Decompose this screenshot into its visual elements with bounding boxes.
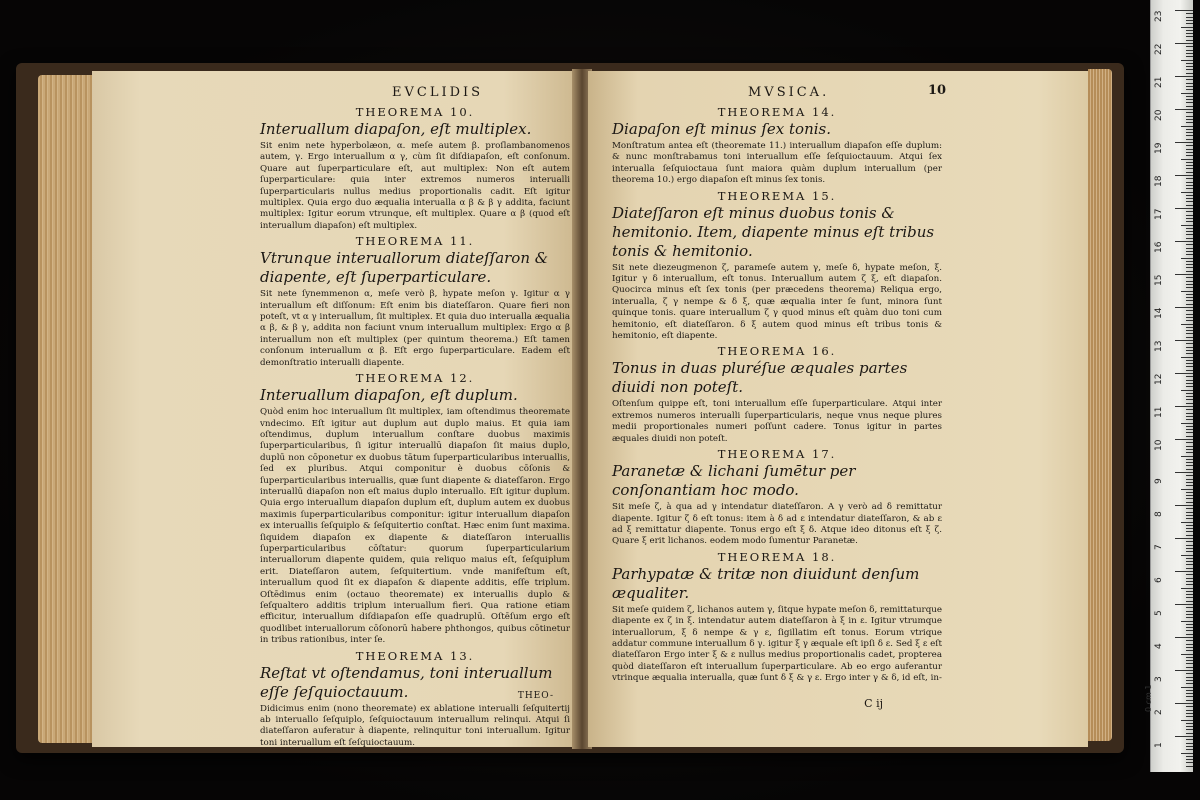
ruler-tick xyxy=(1186,330,1193,331)
ruler-number: 21 xyxy=(1154,76,1164,88)
ruler-tick xyxy=(1186,314,1193,315)
ruler-tick xyxy=(1181,126,1193,127)
ruler-tick xyxy=(1186,663,1193,664)
ruler-tick xyxy=(1181,753,1193,754)
right-text-column xyxy=(612,103,942,687)
ruler-tick xyxy=(1186,86,1193,87)
theorem-heading: THEOREMA 18. xyxy=(717,549,837,564)
ruler-tick xyxy=(1186,558,1193,559)
ruler-number: 17 xyxy=(1154,208,1164,220)
ruler-tick xyxy=(1186,347,1193,348)
ruler-tick xyxy=(1186,366,1193,367)
ruler-number: 4 xyxy=(1154,643,1164,649)
ruler-tick xyxy=(1175,637,1193,638)
ruler-tick xyxy=(1186,380,1193,381)
ruler-tick xyxy=(1186,264,1193,265)
ruler-number: 3 xyxy=(1154,676,1164,682)
ruler-tick xyxy=(1186,99,1193,100)
ruler-number: 2 xyxy=(1154,709,1164,715)
ruler-tick xyxy=(1186,614,1193,615)
ruler-tick xyxy=(1186,462,1193,463)
ruler-tick xyxy=(1186,165,1193,166)
ruler-tick xyxy=(1186,419,1193,420)
ruler-tick xyxy=(1186,469,1193,470)
ruler-tick xyxy=(1186,436,1193,437)
left-text-column xyxy=(260,103,570,747)
ruler-tick xyxy=(1186,482,1193,483)
ruler-tick xyxy=(1186,96,1193,97)
ruler-tick xyxy=(1175,670,1193,671)
ruler-tick xyxy=(1186,122,1193,123)
ruler-tick xyxy=(1175,175,1193,176)
ruler-tick xyxy=(1186,251,1193,252)
ruler-tick xyxy=(1181,192,1193,193)
demonstration-text: Monſtratum antea eſt (theoremate 11.) interuallum diapaſon eſſe duplum: & nunc monſtrabamus toni interuallum eſſe ſeſquioctauum. Atqui ſex interualla ſeſquioctaua ſunt maiora quàm duplum interuallum (per theorema 10.) ergo diapaſon eſt minus ſex tonis. xyxy=(612,141,942,186)
ruler-tick xyxy=(1186,647,1193,648)
ruler-number: 22 xyxy=(1154,43,1164,55)
ruler-tick xyxy=(1181,456,1193,457)
ruler-tick xyxy=(1186,541,1193,542)
ruler-tick xyxy=(1186,611,1193,612)
ruler-tick xyxy=(1175,340,1193,341)
ruler-tick xyxy=(1186,706,1193,707)
ruler-tick xyxy=(1186,23,1193,24)
ruler-tick xyxy=(1186,254,1193,255)
ruler-tick xyxy=(1186,413,1193,414)
ruler-tick xyxy=(1186,231,1193,232)
ruler-tick xyxy=(1175,505,1193,506)
ruler-tick xyxy=(1186,221,1193,222)
ruler-tick xyxy=(1181,324,1193,325)
ruler-tick xyxy=(1186,426,1193,427)
ruler-tick xyxy=(1175,307,1193,308)
ruler-tick xyxy=(1186,46,1193,47)
ruler-tick xyxy=(1186,281,1193,282)
ruler-tick xyxy=(1186,548,1193,549)
ruler-tick xyxy=(1186,17,1193,18)
ruler-tick xyxy=(1186,182,1193,183)
ruler-tick xyxy=(1186,277,1193,278)
ruler-tick xyxy=(1175,439,1193,440)
ruler-tick xyxy=(1175,274,1193,275)
demonstration-text: Sit meſe quidem ζ, lichanos autem γ, ſitque hypate meſon δ, remittaturque diapente ex ζ in ξ. intendatur autem diateſſaron à ξ in ε. Igitur vtrumque interuallorum, ξ δ nempe & γ ε, ſigillatim eſt tonus. Eorum vtrique addatur commune interuallum δ γ. igitur ξ γ æquale eſt ipſi δ ε. Sed ξ ε eſt diateſſaron Ergo inter ξ & ε nullus medius proportionalis cadet, propterea quòd diateſſaron eſt interuallum ſuperparticulare. Ab eo ergo auferantur vtrinque æqualia interualla, quæ ſunt δ ξ & γ ε. Ergo inter γ & δ, id eſt, in- xyxy=(612,604,942,684)
proposition-statement: Diapaſon eſt minus ſex tonis. xyxy=(612,120,831,138)
ruler-number: 5 xyxy=(1154,610,1164,616)
ruler-tick xyxy=(1186,551,1193,552)
measurement-ruler xyxy=(1144,0,1193,772)
left-page xyxy=(92,71,576,747)
ruler-number: 13 xyxy=(1154,340,1164,352)
ruler-tick xyxy=(1186,132,1193,133)
ruler-tick xyxy=(1175,76,1193,77)
ruler-number: 23 xyxy=(1154,10,1164,22)
ruler-tick xyxy=(1186,409,1193,410)
theorem-heading: THEOREMA 16. xyxy=(717,344,837,359)
ruler-tick xyxy=(1186,690,1193,691)
ruler-tick xyxy=(1186,479,1193,480)
proposition-statement: Paranetæ & lichani ſumētur per conſonantiam hoc modo. xyxy=(612,462,856,500)
ruler-number: 18 xyxy=(1154,175,1164,187)
ruler-number: 15 xyxy=(1154,274,1164,286)
ruler-tick xyxy=(1186,102,1193,103)
ruler-tick xyxy=(1181,258,1193,259)
demonstration-text: Sit nete diezeugmenon ζ, parameſe autem γ, meſe δ, hypate meſon, ξ. Igitur γ δ interuallum, eſt tonus. Interuallum autem ζ ξ, eſt diapaſon. Quocirca minus eſt ſex tonis (per præcedens theorema) Reliqua ergo, interualla, ζ γ nempe & δ ξ, quæ æqualia inter ſe ſunt, minora ſunt quinque tonis. quare interuallum ζ γ quod minus eſt quàm duo toni cum hemitonio, eſt diateſſaron. δ ξ autem quod minus eſt tribus tonis & hemitonio, eſt diapente. xyxy=(612,262,942,342)
ruler-tick xyxy=(1181,621,1193,622)
ruler-tick xyxy=(1186,578,1193,579)
ruler-tick xyxy=(1186,746,1193,747)
ruler-number: 12 xyxy=(1154,373,1164,385)
theorem-heading: THEOREMA 11. xyxy=(355,234,475,249)
ruler-tick xyxy=(1186,13,1193,14)
open-book xyxy=(16,57,1124,757)
ruler-tick xyxy=(1186,284,1193,285)
ruler-tick xyxy=(1186,683,1193,684)
ruler-tick xyxy=(1186,300,1193,301)
ruler-tick xyxy=(1186,294,1193,295)
right-fore-edge xyxy=(1088,69,1112,741)
ruler-tick xyxy=(1181,357,1193,358)
ruler-tick xyxy=(1175,109,1193,110)
proposition-statement: Tonus in duas pluréſue æquales partes diuidi non poteſt. xyxy=(612,359,908,397)
ruler-tick xyxy=(1186,607,1193,608)
ruler-tick xyxy=(1186,320,1193,321)
ruler-tick xyxy=(1186,20,1193,21)
ruler-tick xyxy=(1186,50,1193,51)
ruler-tick xyxy=(1186,677,1193,678)
ruler-tick xyxy=(1186,172,1193,173)
ruler-tick xyxy=(1186,79,1193,80)
ruler-tick xyxy=(1181,225,1193,226)
theorem-heading: THEOREMA 13. xyxy=(355,648,475,663)
ruler-tick xyxy=(1181,159,1193,160)
ruler-tick xyxy=(1186,512,1193,513)
ruler-tick xyxy=(1186,492,1193,493)
ruler-tick xyxy=(1186,485,1193,486)
ruler-tick xyxy=(1186,139,1193,140)
ruler-tick xyxy=(1186,304,1193,305)
ruler-tick xyxy=(1186,716,1193,717)
ruler-tick xyxy=(1186,673,1193,674)
ruler-tick xyxy=(1186,149,1193,150)
ruler-tick xyxy=(1186,508,1193,509)
ruler-tick xyxy=(1186,696,1193,697)
ruler-tick xyxy=(1186,449,1193,450)
ruler-tick xyxy=(1186,267,1193,268)
ruler-tick xyxy=(1175,538,1193,539)
ruler-tick xyxy=(1186,594,1193,595)
ruler-tick xyxy=(1181,291,1193,292)
ruler-tick xyxy=(1181,687,1193,688)
ruler-number: 1 xyxy=(1154,742,1164,748)
ruler-tick xyxy=(1175,571,1193,572)
ruler-tick xyxy=(1186,33,1193,34)
ruler-tick xyxy=(1186,660,1193,661)
ruler-tick xyxy=(1186,215,1193,216)
ruler-tick xyxy=(1186,36,1193,37)
ruler-tick xyxy=(1186,376,1193,377)
ruler-tick xyxy=(1186,178,1193,179)
ruler-tick xyxy=(1186,403,1193,404)
ruler-tick xyxy=(1186,310,1193,311)
ruler-tick xyxy=(1186,713,1193,714)
ruler-tick xyxy=(1186,185,1193,186)
ruler-tick xyxy=(1186,564,1193,565)
ruler-tick xyxy=(1186,112,1193,113)
ruler-number: 11 xyxy=(1154,406,1164,418)
demonstration-text: Sit enim nete hyperbolæon, α. meſe autem β. proſlambanomenos autem, γ. Ergo interuallum α γ, cùm ſit diſdiapaſon, eſt conſonum. Quare aut ſuperparticulare eſt, aut multiplex: Non eſt autem ſuperparticulare: quia inter extremos numeros interualli ſuperparticularis nullus medius proportionalis cadit. Eſt igitur multiplex. Quia ergo duo æqualia interualla α β & β γ addita, faciunt multiplex: Igitur eorum vtrunque, eſt multiplex. Quare α β (quod eſt interuallum diapaſon) eſt multiplex. xyxy=(260,141,570,231)
ruler-tick xyxy=(1186,498,1193,499)
demonstration-text: Quòd enim hoc interuallum ſit multiplex, iam oſtendimus theoremate vndecimo. Eſt igitur aut duplum aut duplo maius. Et quia iam oſtendimus, duplum interuallum conſtare duobus maximis ſuperparticularibus, ſi igitur interuallū diapaſon ſit maius duplo, duplū non cōponetur ex duobus tātum ſuperparticularibus interuallis, ſed ex pluribus. Atqui componitur è duobus cōſonis & ſuperparticularibus interuallis, quæ ſunt diapente & diateſſaron. Ergo interuallū diapaſon non eſt maius duplo interuallo. Eſt igitur duplum. Quia ergo interuallum diapaſon duplum eſt, duplum autem ex duobus maximis ſuperparticularibus componitur: igitur interuallum diapaſon ex interuallis ſeſquiplo & ſeſquitertio conſtat. Hæc enim ſunt maxima. ſiquidem diapaſon ex diapente & diateſſaron interuallis ſuperparticularibus cōſtatur: quorum ſuperparticularium interuallorum diapente quidem, quia reliquo maius eſt, ſeſquiplum erit. Diateſſaron autem, ſeſquitertium. vnde manifeſtum eſt, interuallum quod ſit ex diapaſon & diapente additis, eſſe triplum. Oſtēdimus enim (octauo theoremate) ex interuallis duplo & ſeſqualtero additis triplum interuallum fieri. Qua ratione etiam efficitur, interuallum diſdiapaſon eſſe quadruplū. Oſtēſum ergo eſt quodlibet interuallorum cōſonorū habere phthongos, quibus cōtinetur in tribus rationibus, inter ſe. xyxy=(260,407,570,646)
signature-mark: C ij xyxy=(864,697,883,710)
ruler-tick xyxy=(1186,729,1193,730)
ruler-tick xyxy=(1186,119,1193,120)
ruler-tick xyxy=(1175,406,1193,407)
running-head-left: EVCLIDIS xyxy=(392,85,484,100)
demonstration-text: Sit nete ſynemmenon α, meſe verò β, hypate meſon γ. Igitur α γ interuallum eſt diſſonum: Eſt enim bis diateſſaron. Quare fieri non poteſt, vt α γ interuallum, ſit multiplex. Et quia duo interualla æqualia α β, & β γ, addita non faciunt vnum interuallum multiplex: Ergo α β interuallum non eſt multiplex (per quintum theorema.) Eſt tamen conſonum interuallum α β. Eſt ergo ſuperparticulare. Eadem eſt demonſtratio interualli diapente. xyxy=(260,289,570,368)
ruler-tick xyxy=(1181,720,1193,721)
ruler-tick xyxy=(1175,43,1193,44)
ruler-tick xyxy=(1186,700,1193,701)
ruler-tick xyxy=(1186,386,1193,387)
theorem-heading: THEOREMA 17. xyxy=(717,447,837,462)
ruler-tick xyxy=(1186,198,1193,199)
ruler-number: 19 xyxy=(1154,142,1164,154)
ruler-tick xyxy=(1186,475,1193,476)
ruler-tick xyxy=(1186,766,1193,767)
proposition-statement: Diateſſaron eſt minus duobus tonis & hemitonio. Item, diapente minus eſt tribus tonis & hemitonio. xyxy=(612,203,935,260)
ruler-tick xyxy=(1186,667,1193,668)
ruler-tick xyxy=(1186,617,1193,618)
demonstration-text: Oſtenſum quippe eſt, toni interuallum eſſe ſuperparticulare. Atqui inter extremos numeros interualli ſuperparticularis, neque vnus neque plures medii proportionales numeri poſſunt cadere. Tonus igitur in partes æquales diuidi non poteſt. xyxy=(612,399,942,444)
ruler-tick xyxy=(1186,195,1193,196)
ruler-tick xyxy=(1186,630,1193,631)
ruler-tick xyxy=(1186,83,1193,84)
ruler-tick xyxy=(1186,244,1193,245)
ruler-tick xyxy=(1186,396,1193,397)
ruler-tick xyxy=(1186,531,1193,532)
ruler-tick xyxy=(1186,680,1193,681)
ruler-tick xyxy=(1181,522,1193,523)
ruler-tick xyxy=(1186,350,1193,351)
ruler-tick xyxy=(1186,135,1193,136)
ruler-tick xyxy=(1175,208,1193,209)
ruler-tick xyxy=(1186,297,1193,298)
ruler-tick xyxy=(1186,693,1193,694)
ruler-tick xyxy=(1181,588,1193,589)
ruler-tick xyxy=(1181,93,1193,94)
ruler-tick xyxy=(1186,218,1193,219)
ruler-tick xyxy=(1186,528,1193,529)
ruler-tick xyxy=(1186,591,1193,592)
ruler-tick xyxy=(1186,568,1193,569)
ruler-tick xyxy=(1175,142,1193,143)
ruler-tick xyxy=(1186,545,1193,546)
ruler-number: 20 xyxy=(1154,109,1164,121)
ruler-tick xyxy=(1186,429,1193,430)
ruler-tick xyxy=(1186,743,1193,744)
right-page xyxy=(588,71,1088,747)
ruler-number: 7 xyxy=(1154,544,1164,550)
demonstration-text: Sit meſe ζ, à qua ad γ intendatur diateſſaron. A γ verò ad δ remittatur diapente. Igitur ζ δ eſt tonus: item à δ ad ε intendatur diateſſaron, & ab ε ad ξ remittatur diapente. Tonus ergo eſt ξ δ. Atque ideo ditonus eſt ξ ζ. Quare ξ erit lichanos. eodem modo ſumentur Paranetæ. xyxy=(612,502,942,547)
ruler-tick xyxy=(1186,370,1193,371)
proposition-statement: Vtrunque interuallorum diateſſaron & diapente, eſt ſuperparticulare. xyxy=(260,249,549,287)
ruler-tick xyxy=(1186,759,1193,760)
ruler-number: 10 xyxy=(1154,439,1164,451)
ruler-tick xyxy=(1181,489,1193,490)
ruler-tick xyxy=(1186,106,1193,107)
ruler-number: 8 xyxy=(1154,511,1164,517)
theorem-heading: THEOREMA 15. xyxy=(717,188,837,203)
theorem-heading: THEOREMA 14. xyxy=(717,105,837,119)
proposition-statement: Parhypatæ & tritæ non diuidunt denſum æqualiter. xyxy=(612,564,920,602)
ruler-tick xyxy=(1186,383,1193,384)
ruler-number: 9 xyxy=(1154,478,1164,484)
ruler-tick xyxy=(1186,89,1193,90)
ruler-tick xyxy=(1175,604,1193,605)
running-head-right: MVSICA. xyxy=(748,85,830,100)
proposition-statement: Interuallum diapaſon, eſt multiplex. xyxy=(260,120,532,138)
ruler-tick xyxy=(1186,353,1193,354)
ruler-tick xyxy=(1181,423,1193,424)
ruler-number: 6 xyxy=(1154,577,1164,583)
ruler-tick xyxy=(1186,574,1193,575)
ruler-tick xyxy=(1186,271,1193,272)
ruler-tick xyxy=(1186,601,1193,602)
ruler-tick xyxy=(1181,654,1193,655)
ruler-tick xyxy=(1186,30,1193,31)
ruler-tick xyxy=(1186,495,1193,496)
ruler-tick xyxy=(1186,66,1193,67)
ruler-tick xyxy=(1186,399,1193,400)
ruler-tick xyxy=(1175,472,1193,473)
ruler-tick xyxy=(1186,581,1193,582)
ruler-tick xyxy=(1186,535,1193,536)
proposition-statement: Interuallum diapaſon, eſt duplum. xyxy=(260,386,518,405)
theorem-heading: THEOREMA 12. xyxy=(355,371,475,386)
ruler-tick xyxy=(1181,27,1193,28)
ruler-tick xyxy=(1186,337,1193,338)
ruler-tick xyxy=(1186,73,1193,74)
ruler-tick xyxy=(1186,40,1193,41)
proposition-statement: Reſtat vt oſtendamus, toni interuallum eſſe ſeſquioctauum. xyxy=(260,663,553,701)
ruler-tick xyxy=(1186,459,1193,460)
page-number: 10 xyxy=(928,83,947,98)
ruler-tick xyxy=(1186,597,1193,598)
ruler-tick xyxy=(1186,145,1193,146)
ruler-tick xyxy=(1186,333,1193,334)
ruler-tick xyxy=(1186,327,1193,328)
ruler-tick xyxy=(1186,228,1193,229)
ruler-number: 14 xyxy=(1154,307,1164,319)
ruler-tick xyxy=(1186,234,1193,235)
ruler-tick xyxy=(1186,733,1193,734)
ruler-tick xyxy=(1186,56,1193,57)
ruler-tick xyxy=(1186,238,1193,239)
ruler-tick xyxy=(1181,555,1193,556)
ruler-tick xyxy=(1175,10,1193,11)
ruler-tick xyxy=(1186,756,1193,757)
ruler-tick xyxy=(1175,241,1193,242)
ruler-tick xyxy=(1186,442,1193,443)
ruler-tick xyxy=(1186,452,1193,453)
ruler-tick xyxy=(1186,657,1193,658)
ruler-tick xyxy=(1186,465,1193,466)
ruler-tick xyxy=(1186,644,1193,645)
theorem-heading: THEOREMA 10. xyxy=(355,105,475,119)
ruler-tick xyxy=(1186,261,1193,262)
ruler-tick xyxy=(1186,129,1193,130)
ruler-tick xyxy=(1186,710,1193,711)
ruler-tick xyxy=(1186,627,1193,628)
ruler-tick xyxy=(1186,446,1193,447)
ruler-tick xyxy=(1186,211,1193,212)
ruler-tick xyxy=(1181,390,1193,391)
ruler-tick xyxy=(1186,726,1193,727)
ruler-tick xyxy=(1186,188,1193,189)
catchword: THEO- xyxy=(517,691,554,701)
ruler-tick xyxy=(1186,739,1193,740)
ruler-tick xyxy=(1186,152,1193,153)
ruler-tick xyxy=(1186,360,1193,361)
ruler-tick xyxy=(1186,168,1193,169)
ruler-tick xyxy=(1181,60,1193,61)
ruler-tick xyxy=(1186,634,1193,635)
ruler-tick xyxy=(1186,162,1193,163)
ruler-tick xyxy=(1186,363,1193,364)
ruler-tick xyxy=(1186,515,1193,516)
ruler-tick xyxy=(1186,432,1193,433)
demonstration-text: Didicimus enim (nono theoremate) ex ablatione interualli ſeſquitertij ab interuallo ſeſquiplo, ſeſquioctauum interuallum relinqui. Atqui ſi diateſſaron auferatur à diapente, relinquitur toni interuallum. Igitur toni interuallum eſt ſeſquioctauum. xyxy=(260,703,570,747)
ruler-tick xyxy=(1186,201,1193,202)
ruler-tick xyxy=(1186,205,1193,206)
ruler-tick xyxy=(1186,69,1193,70)
ruler-tick xyxy=(1186,502,1193,503)
ruler-tick xyxy=(1175,736,1193,737)
ruler-tick xyxy=(1186,155,1193,156)
ruler-tick xyxy=(1186,53,1193,54)
ruler-tick xyxy=(1186,416,1193,417)
ruler-tick xyxy=(1186,624,1193,625)
ruler-tick xyxy=(1186,762,1193,763)
ruler-tick xyxy=(1186,650,1193,651)
ruler-tick xyxy=(1186,393,1193,394)
ruler-tick xyxy=(1175,373,1193,374)
ruler-tick xyxy=(1186,63,1193,64)
ruler-tick xyxy=(1175,703,1193,704)
ruler-number: 16 xyxy=(1154,241,1164,253)
ruler-tick xyxy=(1186,525,1193,526)
ruler-tick xyxy=(1186,723,1193,724)
ruler-tick xyxy=(1186,640,1193,641)
ruler-tick xyxy=(1186,116,1193,117)
ruler-caption: 0 cm 1 xyxy=(1144,684,1153,712)
ruler-tick xyxy=(1186,561,1193,562)
ruler-tick xyxy=(1186,749,1193,750)
ruler-tick xyxy=(1186,518,1193,519)
ruler-tick xyxy=(1186,317,1193,318)
ruler-tick xyxy=(1186,287,1193,288)
ruler-tick xyxy=(1186,584,1193,585)
ruler-tick xyxy=(1186,343,1193,344)
ruler-tick xyxy=(1186,248,1193,249)
